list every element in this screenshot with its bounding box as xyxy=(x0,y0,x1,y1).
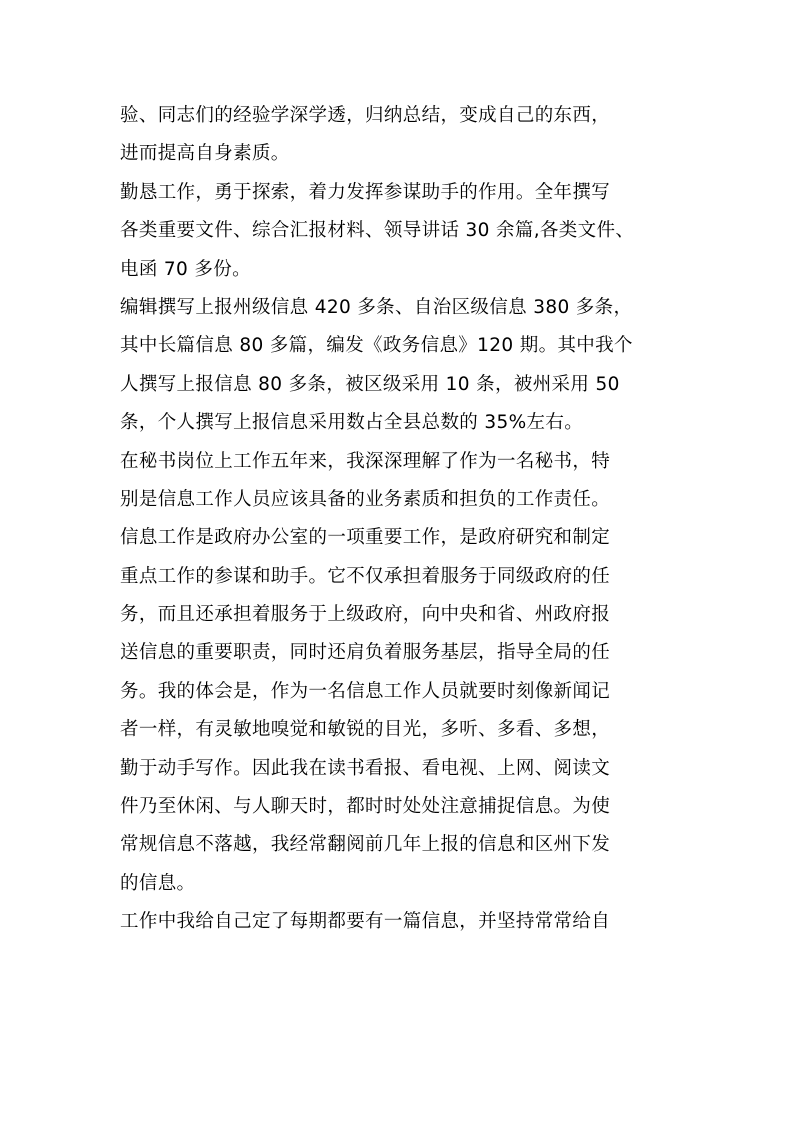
text-line-12: 信息工作是政府办公室的一项重要工作，是政府研究和制定 xyxy=(120,527,611,549)
text-line-10: 在秘书岗位上工作五年来，我深深理解了作为一名秘书，特 xyxy=(120,450,611,472)
text-line-20: 常规信息不落越，我经常翻阅前几年上报的信息和区州下发 xyxy=(120,834,611,856)
text-line-1: 验、同志们的经验学深学透，归纳总结，变成自己的东西， xyxy=(120,105,611,126)
text-line-3: 勤恳工作，勇于探索，着力发挥参谋助手的作用。全年撰写 xyxy=(120,181,611,203)
text-line-17: 者一样，有灵敏地嗅觉和敏锐的目光，多听、多看、多想， xyxy=(120,719,611,741)
text-line-5: 电函 70 多份。 xyxy=(120,258,251,280)
text-line-19: 件乃至休闲、与人聊天时，都时时处处注意捕捉信息。为使 xyxy=(120,796,611,818)
text-line-21: 的信息。 xyxy=(120,872,196,894)
text-line-18: 勤于动手写作。因此我在读书看报、看电视、上网、阅读文 xyxy=(120,757,611,779)
text-line-22: 工作中我给自己定了每期都要有一篇信息，并坚持常常给自 xyxy=(120,911,611,933)
text-line-15: 送信息的重要职责，同时还肩负着服务基层，指导全局的任 xyxy=(120,642,611,664)
text-line-4: 各类重要文件、综合汇报材料、领导讲话 30 余篇,各类文件、 xyxy=(120,220,635,242)
text-line-2: 进而提高自身素质。 xyxy=(120,143,290,165)
text-line-11: 别是信息工作人员应该具备的业务素质和担负的工作责任。 xyxy=(120,488,611,510)
text-line-6: 编辑撰写上报州级信息 420 多条、自治区级信息 380 多条， xyxy=(120,296,633,318)
text-line-14: 务，而且还承担着服务于上级政府，向中央和省、州政府报 xyxy=(120,604,611,626)
document-body xyxy=(120,97,680,942)
text-line-16: 务。我的体会是，作为一名信息工作人员就要时刻像新闻记 xyxy=(120,680,611,702)
text-line-9: 条，个人撰写上报信息采用数占全县总数的 35%左右。 xyxy=(120,412,584,434)
text-line-8: 人撰写上报信息 80 多条，被区级采用 10 条，被州采用 50 xyxy=(120,373,620,395)
text-line-7: 其中长篇信息 80 多篇，编发《政务信息》120 期。其中我个 xyxy=(120,335,633,357)
text-line-13: 重点工作的参谋和助手。它不仅承担着服务于同级政府的任 xyxy=(120,565,611,587)
